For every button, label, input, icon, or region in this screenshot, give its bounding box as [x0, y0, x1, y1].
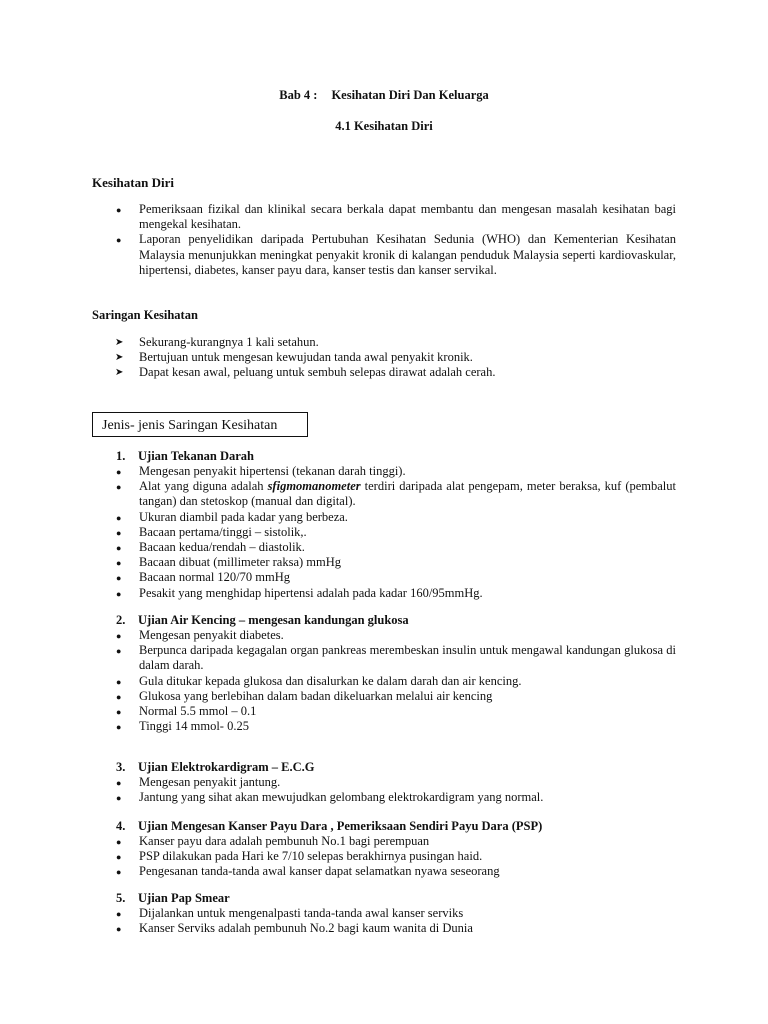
list-item: ● Laporan penyelidikan daripada Pertubuhan Kesihatan Sedunia (WHO) dan Kementerian Kesihatan Malaysia menunjukkan meningkat penyakit kronik di kalangan penduduk Malaysia seperti kardiovaskular, hipertensi, diabetes, kanser payu dara, kanser testis dan kanser servikal. [116, 232, 676, 277]
list-item: ➤ Bertujuan untuk mengesan kewujudan tanda awal penyakit kronik. [115, 350, 473, 365]
list-item: ● Mengesan penyakit diabetes. [92, 628, 676, 643]
list-item: ● Bacaan dibuat (millimeter raksa) mmHg [92, 555, 676, 570]
bullet-icon: ● [116, 924, 122, 935]
chapter-name: Kesihatan Diri Dan Keluarga [331, 88, 489, 102]
bullet-icon: ● [116, 867, 122, 878]
bullet-icon: ● [116, 909, 122, 919]
list-item: ● Mengesan penyakit jantung. [92, 775, 676, 790]
bullet-icon: ● [116, 527, 122, 538]
list-item: ● Jantung yang sihat akan mewujudkan gelombang elektrokardigram yang normal. [92, 790, 676, 805]
bullet-icon: ● [116, 691, 122, 702]
bullet-icon: ● [116, 512, 122, 523]
list-item: ● Alat yang diguna adalah sfigmomanometer terdiri daripada alat pengepam, meter beraksa, kuf (pembalut tangan) dan stetoskop (manual dan digital). [116, 479, 677, 509]
section-subtitle: 4.1 Kesihatan Diri [335, 119, 433, 133]
bullet-icon: ● [116, 778, 122, 788]
bullet-icon: ● [116, 482, 122, 493]
saringan-types-box: Jenis- jenis Saringan Kesihatan [92, 412, 308, 437]
list-item: ● Dijalankan untuk mengenalpasti tanda-tanda awal kanser serviks [92, 906, 676, 921]
list-item: ● Berpunca daripada kegagalan organ pankreas merembeskan insulin untuk mengawal kandungan glukosa di dalam darah. [116, 643, 676, 673]
term-sfigmomanometer: sfigmomanometer [267, 479, 361, 494]
list-item: ● Kanser payu dara adalah pembunuh No.1 bagi perempuan [92, 834, 676, 849]
bullet-icon: ● [116, 722, 122, 733]
list-item: ● Normal 5.5 mmol – 0.1 [92, 704, 676, 719]
list-item: ● Ukuran diambil pada kadar yang berbeza. [92, 510, 676, 525]
arrow-icon: ➤ [115, 352, 124, 364]
section-5-title: 5. Ujian Pap Smear [116, 891, 230, 905]
section-4-list [92, 834, 676, 880]
list-item: ● Bacaan pertama/tinggi – sistolik,. [92, 525, 676, 540]
section-3-title: 3. Ujian Elektrokardigram – E.C.G [116, 760, 315, 774]
bullet-icon: ● [116, 588, 122, 599]
list-item: ● Bacaan normal 120/70 mmHg [92, 570, 676, 585]
section-1-title: 1. Ujian Tekanan Darah [116, 449, 255, 463]
bullet-icon: ● [116, 235, 122, 246]
chapter-number: Bab 4 : [279, 88, 318, 102]
list-item: ● Tinggi 14 mmol- 0.25 [92, 719, 676, 734]
bullet-icon: ● [116, 631, 122, 641]
list-item: ➤ Sekurang-kurangnya 1 kali setahun. [115, 335, 319, 349]
kesihatan-diri-heading: Kesihatan Diri [92, 175, 174, 190]
bullet-icon: ● [116, 676, 122, 687]
list-item: ● Mengesan penyakit hipertensi (tekanan darah tinggi). [92, 464, 676, 479]
arrow-icon: ➤ [115, 367, 124, 379]
section-1-list [92, 464, 676, 601]
bullet-icon: ● [116, 467, 122, 477]
list-item: ● Pemeriksaan fizikal dan klinikal secara berkala dapat membantu dan mengesan masalah kesihatan bagi mengekal kesihatan. [116, 202, 676, 232]
list-item: ● Glukosa yang berlebihan dalam badan dikeluarkan melalui air kencing [92, 689, 676, 704]
bullet-icon: ● [116, 543, 122, 554]
list-item: ● Bacaan kedua/rendah – diastolik. [92, 540, 676, 555]
bullet-icon: ● [116, 205, 122, 215]
section-2-title: 2. Ujian Air Kencing – mengesan kandungan glukosa [116, 613, 409, 627]
section-4-title: 4. Ujian Mengesan Kanser Payu Dara , Pemeriksaan Sendiri Payu Dara (PSP) [116, 819, 543, 833]
chapter-title [0, 88, 768, 103]
bullet-icon: ● [116, 646, 122, 657]
list-item: ● Pesakit yang menghidap hipertensi adalah pada kadar 160/95mmHg. [92, 586, 676, 601]
saringan-list [92, 335, 676, 381]
bullet-icon: ● [116, 573, 122, 584]
section-5-list [92, 906, 676, 936]
bullet-icon: ● [116, 558, 122, 569]
list-item: ● Kanser Serviks adalah pembunuh No.2 bagi kaum wanita di Dunia [92, 921, 676, 936]
section-3-list [92, 775, 676, 805]
list-item: ➤ Dapat kesan awal, peluang untuk sembuh selepas dirawat adalah cerah. [115, 365, 496, 380]
bullet-icon: ● [116, 707, 122, 718]
arrow-icon: ➤ [115, 337, 124, 348]
section-2-list [92, 628, 676, 734]
bullet-icon: ● [116, 793, 122, 804]
saringan-heading: Saringan Kesihatan [92, 308, 198, 322]
bullet-icon: ● [116, 852, 122, 863]
list-item: ● Gula ditukar kepada glukosa dan disalurkan ke dalam darah dan air kencing. [92, 674, 676, 689]
kesihatan-diri-list [92, 202, 676, 278]
list-item: ● Pengesanan tanda-tanda awal kanser dapat selamatkan nyawa seseorang [92, 864, 676, 879]
list-item: ● PSP dilakukan pada Hari ke 7/10 selepas berakhirnya pusingan haid. [92, 849, 676, 864]
bullet-icon: ● [116, 837, 122, 847]
